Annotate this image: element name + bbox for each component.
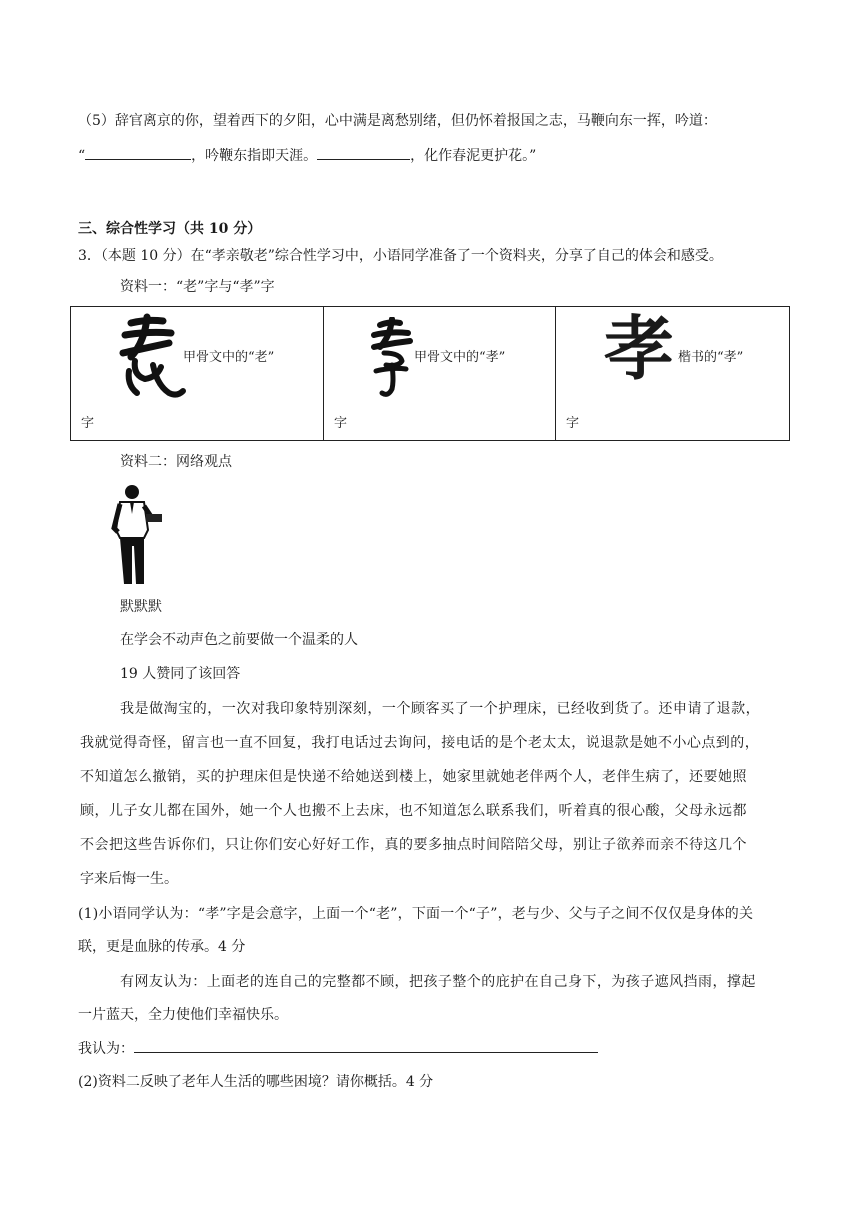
section-title: 三、综合性学习（共 10 分）	[78, 221, 262, 237]
material-table	[70, 306, 790, 441]
material2-title: 资料二：网络观点	[120, 454, 232, 470]
netizen-view: 一片蓝天，全力使他们幸福快乐。	[78, 1007, 288, 1023]
table-cell-xiao-regular	[555, 307, 789, 440]
oracle-lao-glyph	[117, 313, 189, 403]
q5-prompt: （5）辞官离京的你，望着西下的夕阳，心中满是离愁别绪，但仍怀着报国之志，马鞭向东一挥，吟道：	[78, 113, 717, 129]
sub1-text: (1)小语同学认为：“孝”字是会意字，上面一个“老”，下面一个“子”，老与少、父与子之间不仅仅是身体的关	[78, 906, 754, 922]
like-count: 19 人赞同了该回答	[120, 666, 241, 682]
post-body-line: 不会把这些告诉你们，只让你们安心好好工作，真的要多抽点时间陪陪父母，别让子欲养而亲不待这几个	[80, 837, 747, 853]
caption-tail: 字	[81, 416, 95, 431]
answer-field[interactable]	[134, 1038, 598, 1053]
answer-line	[78, 1038, 598, 1059]
q3-intro: 3．（本题 10 分）在“孝亲敬老”综合性学习中，小语同学准备了一个资料夹，分享了自己的体会和感受。	[78, 248, 723, 264]
table-cell-xiao-oracle	[323, 307, 555, 440]
post-body-line: 顾，儿子女儿都在国外，她一个人也搬不上去床，也不知道怎么联系我们，听着真的很心酸，父母永远都	[80, 803, 747, 819]
caption-xiao-oracle: 甲骨文中的“孝”	[414, 350, 506, 365]
caption-lao-oracle: 甲骨文中的“老”	[183, 350, 275, 365]
open-quote: “	[78, 148, 86, 164]
caption-tail: 字	[334, 416, 348, 431]
regular-xiao-glyph: 孝	[604, 307, 674, 390]
avatar	[108, 484, 168, 588]
answer-blank-1[interactable]	[85, 145, 191, 160]
sub1-text: 联，更是血脉的传承。4 分	[78, 939, 246, 955]
material1-title: 资料一：“老”字与“孝”字	[120, 279, 275, 295]
q5-mid-text: ，吟鞭东指即天涯。	[191, 148, 318, 164]
netizen-view: 有网友认为：上面老的连自己的完整都不顾，把孩子整个的庇护在自己身下，为孩子遮风挡雨，撑起	[120, 974, 756, 990]
user-signature: 在学会不动声色之前要做一个温柔的人	[120, 632, 358, 648]
post-body-line: 不知道怎么撤销，买的护理床但是快递不给她送到楼上，她家里就她老伴两个人，老伴生病了，还要她照	[80, 769, 747, 785]
post-body-line: 我是做淘宝的，一次对我印象特别深刻，一个顾客买了一个护理床，已经收到货了。还申请了退款，	[120, 701, 761, 717]
oracle-xiao-glyph	[370, 317, 416, 401]
sub2-text: (2)资料二反映了老年人生活的哪些困境？请你概括。4 分	[78, 1074, 434, 1090]
q5-end-text: ，化作春泥更护花。”	[410, 148, 537, 164]
q5-blank-line	[78, 145, 536, 166]
caption-xiao-regular: 楷书的“孝”	[678, 350, 744, 365]
answer-blank-2[interactable]	[317, 145, 410, 160]
post-body-line: 我就觉得奇怪，留言也一直不回复，我打电话过去询问，接电话的是个老太太，说退款是她不小心点到的，	[80, 735, 760, 751]
table-cell-lao-oracle	[71, 307, 323, 440]
caption-tail: 字	[566, 416, 580, 431]
username: 默默默	[120, 599, 162, 615]
post-body-line: 字来后悔一生。	[80, 871, 178, 887]
answer-label: 我认为：	[78, 1041, 134, 1057]
